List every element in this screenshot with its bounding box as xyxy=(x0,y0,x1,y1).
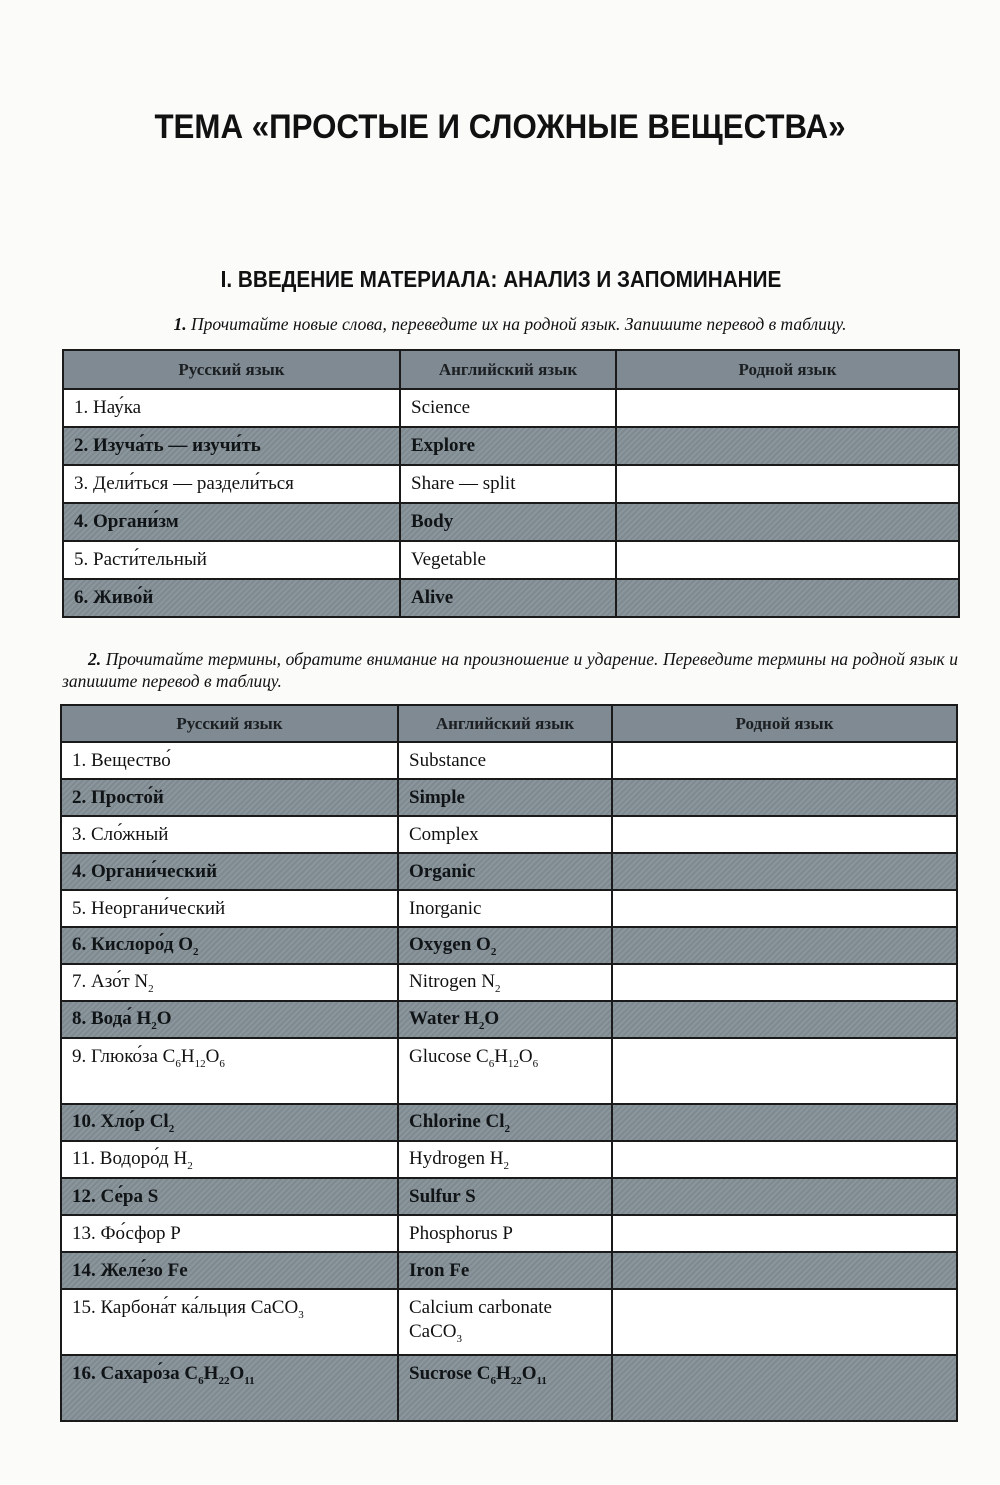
cell-russian: 11. Водоро́д $H_2$ xyxy=(61,1141,398,1178)
cell-russian: 6. Кислоро́д $O_2$ xyxy=(61,927,398,964)
table-row xyxy=(61,927,957,964)
cell-russian: 9. Глюко́за $C_6H_{12}O_6$ xyxy=(61,1038,398,1104)
table-row xyxy=(61,1001,957,1038)
cell-russian: 13. Фо́сфор P xyxy=(61,1215,398,1252)
cell-russian: 7. Азо́т $N_2$ xyxy=(61,964,398,1001)
cell-english: Oxygen $O_2$ xyxy=(398,927,612,964)
cell-native[interactable] xyxy=(616,579,959,617)
vocabulary-table-1 xyxy=(62,349,960,618)
cell-english: Organic xyxy=(398,853,612,890)
cell-native[interactable] xyxy=(612,1355,957,1421)
cell-russian: 16. Сахаро́за $C_6H_{22}O_{11}$ xyxy=(61,1355,398,1421)
cell-russian: 1. Нау́ка xyxy=(63,389,400,427)
header-native: Родной язык xyxy=(616,350,959,389)
cell-native[interactable] xyxy=(616,503,959,541)
cell-english: Chlorine $Cl_2$ xyxy=(398,1104,612,1141)
table-row xyxy=(61,742,957,779)
cell-english: Inorganic xyxy=(398,890,612,927)
table-row xyxy=(61,1038,957,1104)
header-russian: Русский язык xyxy=(63,350,400,389)
table-row xyxy=(61,816,957,853)
cell-english: Body xyxy=(400,503,616,541)
table-row xyxy=(63,389,959,427)
cell-english: Phosphorus P xyxy=(398,1215,612,1252)
task-1-text: Прочитайте новые слова, переведите их на родной язык. Запишите перевод в таблицу. xyxy=(191,314,847,334)
cell-russian: 2. Просто́й xyxy=(61,779,398,816)
cell-native[interactable] xyxy=(612,1141,957,1178)
cell-english: Substance xyxy=(398,742,612,779)
cell-native[interactable] xyxy=(612,1001,957,1038)
table-row xyxy=(63,579,959,617)
cell-native[interactable] xyxy=(612,779,957,816)
cell-english: Alive xyxy=(400,579,616,617)
cell-native[interactable] xyxy=(616,389,959,427)
header-native: Родной язык xyxy=(612,705,957,742)
table-row xyxy=(63,503,959,541)
cell-english: Share — split xyxy=(400,465,616,503)
cell-russian: 6. Живо́й xyxy=(63,579,400,617)
vocabulary-table-2 xyxy=(60,704,958,1422)
task-1-instruction xyxy=(60,313,960,335)
task-1-number: 1. xyxy=(173,314,187,334)
cell-russian: 15. Карбона́т ка́льция CaCO$_3$ xyxy=(61,1289,398,1355)
cell-english: Iron Fe xyxy=(398,1252,612,1289)
cell-native[interactable] xyxy=(612,742,957,779)
cell-native[interactable] xyxy=(612,1252,957,1289)
cell-english: Hydrogen $H_2$ xyxy=(398,1141,612,1178)
table-row xyxy=(63,465,959,503)
task-2-number: 2. xyxy=(88,649,102,669)
cell-native[interactable] xyxy=(612,1038,957,1104)
cell-english: Glucose $C_6H_{12}O_6$ xyxy=(398,1038,612,1104)
cell-native[interactable] xyxy=(612,1178,957,1215)
cell-native[interactable] xyxy=(616,427,959,465)
cell-russian: 4. Органи́ческий xyxy=(61,853,398,890)
cell-native[interactable] xyxy=(612,1215,957,1252)
cell-russian: 1. Вещество́ xyxy=(61,742,398,779)
cell-native[interactable] xyxy=(616,541,959,579)
cell-native[interactable] xyxy=(612,890,957,927)
table-row xyxy=(61,1141,957,1178)
cell-russian: 5. Расти́тельный xyxy=(63,541,400,579)
table-row xyxy=(63,541,959,579)
cell-native[interactable] xyxy=(612,964,957,1001)
cell-english: Nitrogen $N_2$ xyxy=(398,964,612,1001)
header-english: Английский язык xyxy=(400,350,616,389)
table-2-body xyxy=(61,742,957,1421)
cell-english: Sulfur S xyxy=(398,1178,612,1215)
cell-english: Calcium carbonate CaCO$_3$ xyxy=(398,1289,612,1355)
cell-english: Complex xyxy=(398,816,612,853)
cell-english: Water $H_2O$ xyxy=(398,1001,612,1038)
task-2-instruction xyxy=(62,648,958,692)
table-row xyxy=(61,964,957,1001)
cell-russian: 2. Изуча́ть — изучи́ть xyxy=(63,427,400,465)
cell-native[interactable] xyxy=(612,927,957,964)
header-english: Английский язык xyxy=(398,705,612,742)
table-header-row xyxy=(61,705,957,742)
table-row xyxy=(61,1178,957,1215)
table-row xyxy=(61,1104,957,1141)
cell-native[interactable] xyxy=(616,465,959,503)
cell-english: Explore xyxy=(400,427,616,465)
cell-native[interactable] xyxy=(612,816,957,853)
table-row xyxy=(63,427,959,465)
cell-russian: 10. Хло́р $Cl_2$ xyxy=(61,1104,398,1141)
cell-native[interactable] xyxy=(612,1104,957,1141)
cell-russian: 5. Неоргани́ческий xyxy=(61,890,398,927)
cell-russian: 14. Желе́зо Fe xyxy=(61,1252,398,1289)
cell-english: Science xyxy=(400,389,616,427)
cell-english: Sucrose $C_6H_{22}O_{11}$ xyxy=(398,1355,612,1421)
cell-english: Vegetable xyxy=(400,541,616,579)
cell-russian: 3. Сло́жный xyxy=(61,816,398,853)
table-1-body xyxy=(63,389,959,617)
cell-russian: 8. Вода́ $H_2O$ xyxy=(61,1001,398,1038)
cell-russian: 3. Дели́ться — раздели́ться xyxy=(63,465,400,503)
cell-russian: 4. Органи́зм xyxy=(63,503,400,541)
section-title: I. ВВЕДЕНИЕ МАТЕРИАЛА: АНАЛИЗ И ЗАПОМИНАНИЕ xyxy=(220,266,782,292)
table-header-row xyxy=(63,350,959,389)
table-row xyxy=(61,853,957,890)
page-title: ТЕМА «ПРОСТЫЕ И СЛОЖНЫЕ ВЕЩЕСТВА» xyxy=(154,108,846,146)
table-row xyxy=(61,890,957,927)
table-row xyxy=(61,1252,957,1289)
header-russian: Русский язык xyxy=(61,705,398,742)
table-row xyxy=(61,1215,957,1252)
cell-english: Simple xyxy=(398,779,612,816)
cell-native[interactable] xyxy=(612,853,957,890)
task-2-text: Прочитайте термины, обратите внимание на произношение и ударение. Переведите термины на родной язык и запишите перевод в таблицу. xyxy=(62,649,958,691)
cell-native[interactable] xyxy=(612,1289,957,1355)
cell-russian: 12. Се́ра S xyxy=(61,1178,398,1215)
table-row xyxy=(61,1355,957,1421)
table-row xyxy=(61,779,957,816)
table-row xyxy=(61,1289,957,1355)
